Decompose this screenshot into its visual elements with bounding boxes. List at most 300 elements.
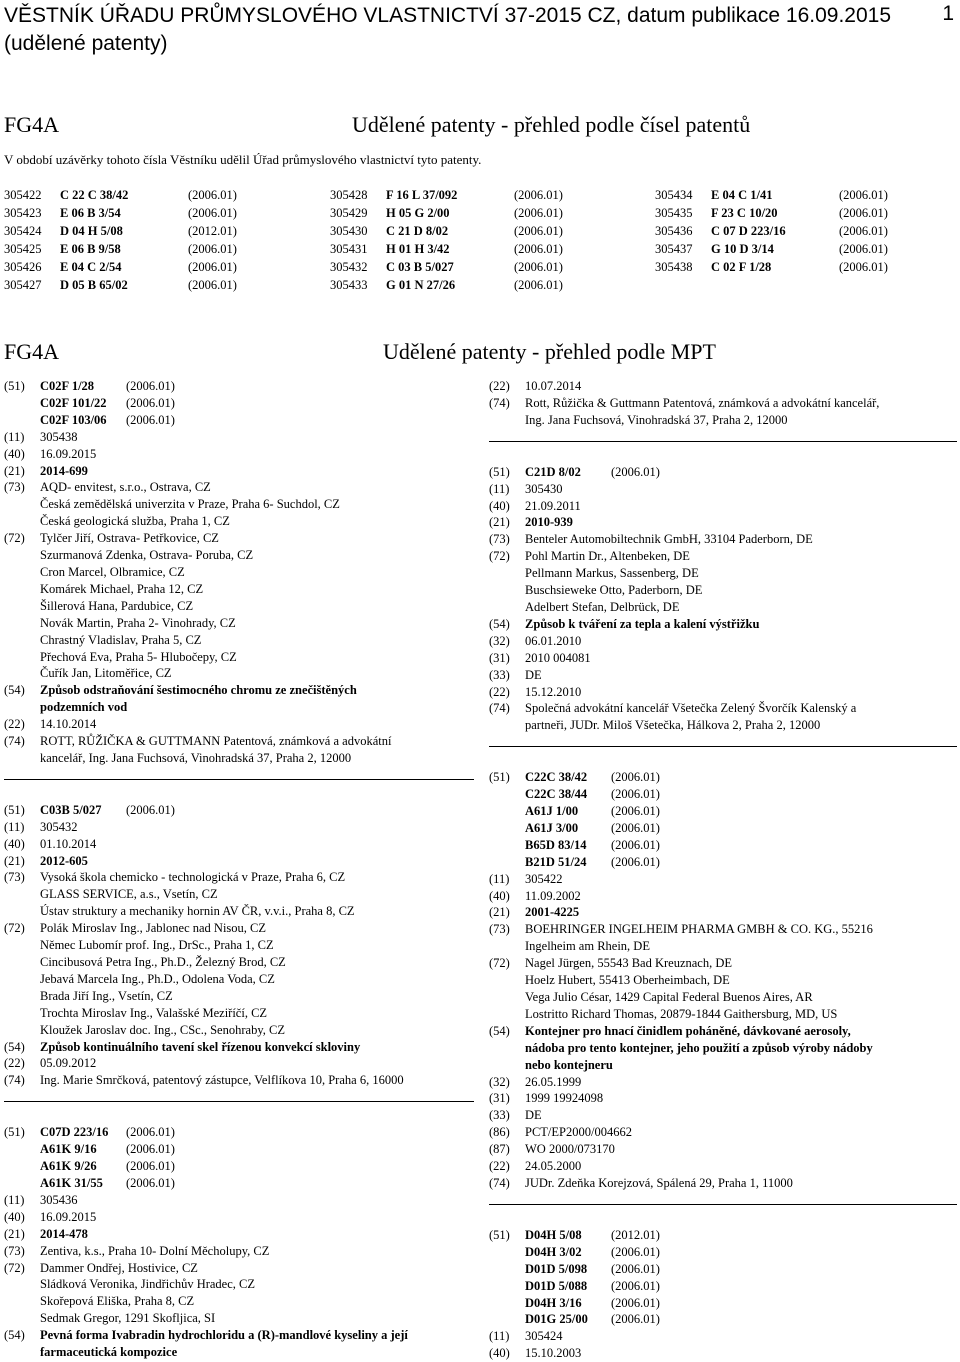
classification: D04H 3/16 <box>525 1295 582 1310</box>
field-code <box>489 1040 525 1057</box>
field-value <box>525 1244 957 1261</box>
entry-row <box>489 769 957 786</box>
field-value: Přechová Eva, Praha 5- Hlubočepy, CZ <box>40 649 237 664</box>
entry-row <box>489 1074 957 1091</box>
entry-row <box>4 1276 474 1293</box>
entry-row <box>4 581 474 598</box>
field-code: (51) <box>489 770 510 785</box>
patent-number: 305425 <box>4 242 42 256</box>
ipc-version: (2006.01) <box>188 242 237 256</box>
right-column <box>489 378 957 1362</box>
field-code <box>4 1022 40 1039</box>
entry-row <box>489 717 957 734</box>
field-code: (11) <box>4 429 25 444</box>
header-line-1: VĚSTNÍK ÚŘADU PRŮMYSLOVÉHO VLASTNICTVÍ 37-2015 CZ, datum publikace 16.09.2015 <box>4 4 892 27</box>
field-value <box>525 803 957 820</box>
field-code: (32) <box>489 1074 510 1089</box>
entry-row <box>489 650 957 667</box>
field-code <box>489 1006 525 1023</box>
field-value: Hoelz Hubert, 55413 Oberheimbach, DE <box>525 973 730 988</box>
field-value: Szurmanová Zdenka, Ostrava- Poruba, CZ <box>40 548 254 563</box>
field-code <box>4 1310 40 1327</box>
entry-row <box>489 684 957 701</box>
classification: A61K 9/26 <box>40 1159 97 1174</box>
field-value: JUDr. Zdeňka Korejzová, Spálená 29, Praha 1, 11000 <box>525 1175 793 1190</box>
section1-intro: V období uzávěrky tohoto čísla Věstníku udělil Úřad průmyslového vlastnictví tyto patenty. <box>4 152 482 167</box>
field-value: 15.10.2003 <box>525 1346 582 1361</box>
field-value: Ingelheim am Rhein, DE <box>525 939 650 954</box>
field-code: (74) <box>4 734 25 749</box>
entry-row <box>4 920 474 937</box>
field-code: (40) <box>4 446 25 461</box>
entry-row <box>4 1327 474 1344</box>
index-row <box>655 206 919 224</box>
ipc-class: D 05 B 65/02 <box>60 278 128 292</box>
field-value: Česká geologická služba, Praha 1, CZ <box>40 514 230 529</box>
entry-row <box>4 1192 474 1209</box>
field-code: (40) <box>489 498 510 513</box>
classification-version: (2006.01) <box>611 464 660 479</box>
classification-version: (2006.01) <box>611 1312 660 1327</box>
entry-row <box>4 496 474 513</box>
entry-row <box>489 481 957 498</box>
classification-version: (2006.01) <box>611 1278 660 1293</box>
entry-row <box>489 412 957 429</box>
field-code: (33) <box>489 1108 510 1123</box>
entry-row <box>4 886 474 903</box>
field-code <box>4 615 40 632</box>
field-code <box>4 1293 40 1310</box>
entry-row <box>489 820 957 837</box>
ipc-class: G 10 D 3/14 <box>711 242 774 256</box>
field-code: (22) <box>489 684 510 699</box>
entry-row <box>489 871 957 888</box>
field-code <box>4 395 40 412</box>
index-row <box>4 188 268 206</box>
field-code <box>4 665 40 682</box>
patent-number: 305434 <box>655 188 693 202</box>
ipc-version: (2006.01) <box>514 260 563 274</box>
entry-row <box>4 665 474 682</box>
ipc-version: (2006.01) <box>514 224 563 238</box>
entry-row <box>489 531 957 548</box>
field-value: Pohl Martin Dr., Altenbeken, DE <box>525 549 690 564</box>
entry-row <box>489 888 957 905</box>
patent-number: 305424 <box>4 224 42 238</box>
field-code <box>489 599 525 616</box>
entry-row <box>4 954 474 971</box>
field-code <box>489 1244 525 1261</box>
patent-number: 305428 <box>330 188 368 202</box>
entry-row <box>4 1243 474 1260</box>
index-row <box>655 260 919 278</box>
ipc-version: (2006.01) <box>839 188 888 202</box>
entry-row <box>489 1278 957 1295</box>
entry-row <box>489 1107 957 1124</box>
field-value <box>40 1158 474 1175</box>
field-code: (31) <box>489 1091 510 1106</box>
classification-version: (2006.01) <box>611 854 660 869</box>
field-code: (31) <box>489 650 510 665</box>
field-value: 2001-4225 <box>525 905 580 920</box>
entry-row <box>4 853 474 870</box>
field-code: (72) <box>4 921 25 936</box>
field-value: Ing. Marie Smrčková, patentový zástupce, Velflíkova 10, Praha 6, 16000 <box>40 1073 404 1088</box>
patent-number: 305427 <box>4 278 42 292</box>
field-value: Adelbert Stefan, Delbrück, DE <box>525 599 680 614</box>
ipc-class: G 01 N 27/26 <box>386 278 456 292</box>
entry-row <box>4 446 474 463</box>
field-code <box>489 1311 525 1328</box>
ipc-class: E 06 B 3/54 <box>60 206 121 220</box>
field-value: Novák Martin, Praha 2- Vinohrady, CZ <box>40 615 236 630</box>
entry-row <box>489 565 957 582</box>
entry-row <box>4 869 474 886</box>
patent-entry <box>489 769 957 1192</box>
field-code: (21) <box>4 463 25 478</box>
field-value: Nagel Jürgen, 55543 Bad Kreuznach, DE <box>525 956 733 971</box>
field-value: 2010-939 <box>525 515 573 530</box>
index-row <box>655 242 919 260</box>
field-value: AQD- envitest, s.r.o., Ostrava, CZ <box>40 480 211 495</box>
ipc-version: (2006.01) <box>188 188 237 202</box>
field-value <box>525 1261 957 1278</box>
patent-number: 305433 <box>330 278 368 292</box>
field-code: (51) <box>489 464 510 479</box>
field-value: GLASS SERVICE, a.s., Vsetín, CZ <box>40 887 218 902</box>
field-value: nebo kontejneru <box>525 1057 613 1072</box>
field-value: 01.10.2014 <box>40 836 97 851</box>
classification-version: (2012.01) <box>611 1227 660 1242</box>
entry-row <box>489 1057 957 1074</box>
field-value: Pellmann Markus, Sassenberg, DE <box>525 566 699 581</box>
field-code: (11) <box>489 481 510 496</box>
entry-row <box>4 1124 474 1141</box>
classification: A61K 31/55 <box>40 1175 103 1190</box>
index-column-2 <box>330 188 594 296</box>
entry-row <box>4 988 474 1005</box>
entry-row <box>489 1295 957 1312</box>
classification-version: (2006.01) <box>611 770 660 785</box>
index-row <box>330 260 594 278</box>
section1-code: FG4A <box>4 112 60 137</box>
section1-title: Udělené patenty - přehled podle čísel patentů <box>352 112 751 137</box>
field-code <box>489 565 525 582</box>
patent-entry <box>489 1227 957 1362</box>
classification-version: (2006.01) <box>611 820 660 835</box>
ipc-class: E 04 C 1/41 <box>711 188 773 202</box>
field-value: DE <box>525 1108 542 1123</box>
field-code: (21) <box>489 515 510 530</box>
field-value: Cron Marcel, Olbramice, CZ <box>40 564 185 579</box>
patent-number: 305438 <box>655 260 693 274</box>
index-row <box>655 188 919 206</box>
field-code <box>4 954 40 971</box>
entry-row <box>4 1005 474 1022</box>
entry-row <box>489 1040 957 1057</box>
field-code <box>4 412 40 429</box>
ipc-class: H 05 G 2/00 <box>386 206 450 220</box>
patent-number: 305436 <box>655 224 693 238</box>
ipc-version: (2006.01) <box>188 206 237 220</box>
entry-row <box>489 955 957 972</box>
entry-row <box>489 1261 957 1278</box>
ipc-version: (2006.01) <box>839 206 888 220</box>
entry-row <box>4 819 474 836</box>
field-value: Komárek Michael, Praha 12, CZ <box>40 581 204 596</box>
field-code <box>4 513 40 530</box>
section2-title: Udělené patenty - přehled podle MPT <box>383 339 716 364</box>
entry-row <box>489 854 957 871</box>
field-value: Vysoká škola chemicko - technologická v Praze, Praha 6, CZ <box>40 870 346 885</box>
entry-row <box>4 716 474 733</box>
classification: A61J 1/00 <box>525 804 579 819</box>
patent-number: 305429 <box>330 206 368 220</box>
entry-row <box>489 938 957 955</box>
field-value <box>525 837 957 854</box>
entry-row <box>489 803 957 820</box>
entry-row <box>4 682 474 699</box>
classification: C07D 223/16 <box>40 1125 109 1140</box>
entry-row <box>4 615 474 632</box>
field-code: (73) <box>4 480 25 495</box>
index-row <box>330 224 594 242</box>
field-value: 21.09.2011 <box>525 498 581 513</box>
index-row <box>330 206 594 224</box>
left-column <box>4 378 474 1361</box>
patent-number: 305432 <box>330 260 368 274</box>
ipc-version: (2006.01) <box>839 260 888 274</box>
entry-row <box>489 548 957 565</box>
field-value <box>40 1175 474 1192</box>
field-value: Kloužek Jaroslav doc. Ing., CSc., Senohraby, CZ <box>40 1022 285 1037</box>
classification-version: (2006.01) <box>611 787 660 802</box>
entry-row <box>489 1023 957 1040</box>
patent-entry <box>4 1124 474 1361</box>
field-code <box>489 803 525 820</box>
field-value: 26.05.1999 <box>525 1074 582 1089</box>
field-code <box>489 837 525 854</box>
entry-row <box>4 1209 474 1226</box>
field-code <box>4 1005 40 1022</box>
field-value: PCT/EP2000/004662 <box>525 1125 632 1140</box>
field-code <box>4 1344 40 1361</box>
field-value <box>40 1141 474 1158</box>
ipc-class: C 21 D 8/02 <box>386 224 449 238</box>
field-value <box>525 1295 957 1312</box>
bulletin-header <box>4 2 891 58</box>
field-value: BOEHRINGER INGELHEIM PHARMA GMBH & CO. KG., 55216 <box>525 922 873 937</box>
entry-row <box>4 378 474 395</box>
ipc-class: F 23 C 10/20 <box>711 206 778 220</box>
ipc-class: E 04 C 2/54 <box>60 260 122 274</box>
field-code <box>489 582 525 599</box>
entry-row <box>489 1090 957 1107</box>
field-value: 2014-699 <box>40 463 88 478</box>
field-value: Cincibusová Petra Ing., Ph.D., Železný Brod, CZ <box>40 955 286 969</box>
entry-row <box>4 513 474 530</box>
field-code: (22) <box>4 1056 25 1071</box>
field-value: 15.12.2010 <box>525 684 582 699</box>
entry-row <box>4 1310 474 1327</box>
field-value: Sedmak Gregor, 1291 Skofljica, SI <box>40 1311 216 1326</box>
field-code <box>489 717 525 734</box>
field-code: (22) <box>489 379 510 393</box>
classification: D04H 3/02 <box>525 1244 582 1259</box>
entry-row <box>489 378 957 395</box>
classification: D01D 5/088 <box>525 1278 588 1293</box>
field-value: Ing. Jana Fuchsová, Vinohradská 37, Praha 2, 12000 <box>525 412 788 427</box>
field-code: (40) <box>489 888 510 903</box>
classification-version: (2006.01) <box>126 802 175 817</box>
field-value: 16.09.2015 <box>40 446 97 461</box>
entry-row <box>4 1293 474 1310</box>
patent-number: 305435 <box>655 206 693 220</box>
patent-entry <box>489 378 957 429</box>
field-value: 305436 <box>40 1192 78 1207</box>
field-value: kancelář, Ing. Jana Fuchsová, Vinohradská 37, Praha 2, 12000 <box>40 750 352 765</box>
classification-version: (2006.01) <box>611 1295 660 1310</box>
field-code <box>489 820 525 837</box>
classification-version: (2006.01) <box>611 1244 660 1259</box>
classification: B65D 83/14 <box>525 837 587 852</box>
ipc-class: E 06 B 9/58 <box>60 242 121 256</box>
entry-row <box>4 750 474 767</box>
field-value: Způsob odstraňování šestimocného chromu ze znečištěných <box>40 683 357 698</box>
field-value: Rott, Růžička & Guttmann Patentová, známková a advokátní kancelář, <box>525 395 880 410</box>
entry-row <box>4 1072 474 1089</box>
patent-number: 305423 <box>4 206 42 220</box>
classification-version: (2006.01) <box>126 395 175 410</box>
entry-row <box>4 733 474 750</box>
field-code: (87) <box>489 1142 510 1157</box>
field-value: Zentiva, k.s., Praha 10- Dolní Měcholupy, CZ <box>40 1243 270 1258</box>
field-code <box>4 1141 40 1158</box>
field-value: 24.05.2000 <box>525 1159 582 1174</box>
field-code <box>489 938 525 955</box>
field-code: (11) <box>489 871 510 886</box>
field-code: (11) <box>489 1329 510 1344</box>
entry-row <box>4 1055 474 1072</box>
field-value: 16.09.2015 <box>40 1209 97 1224</box>
entry-row <box>489 972 957 989</box>
field-code: (40) <box>489 1346 510 1361</box>
field-value <box>525 786 957 803</box>
field-code <box>489 854 525 871</box>
entry-row <box>4 1141 474 1158</box>
ipc-version: (2006.01) <box>514 206 563 220</box>
field-code <box>4 598 40 615</box>
classification-version: (2006.01) <box>126 1142 175 1157</box>
field-code: (74) <box>489 701 510 716</box>
field-value: Kontejner pro hnací činidlem poháněné, dávkované aerosoly, <box>525 1023 851 1038</box>
field-code <box>4 649 40 666</box>
ipc-version: (2006.01) <box>188 260 237 274</box>
classification: C22C 38/44 <box>525 787 588 802</box>
field-code: (51) <box>489 1227 510 1242</box>
field-code <box>4 496 40 513</box>
field-code <box>4 886 40 903</box>
entry-row <box>489 904 957 921</box>
entry-row <box>4 699 474 716</box>
field-code <box>4 581 40 598</box>
field-code <box>489 1057 525 1074</box>
entry-row <box>4 649 474 666</box>
field-code <box>489 412 525 429</box>
field-code: (40) <box>4 836 25 851</box>
field-code <box>4 547 40 564</box>
field-code: (74) <box>489 1175 510 1190</box>
field-value: Česká zemědělská univerzita v Praze, Praha 6- Suchdol, CZ <box>40 497 340 512</box>
field-value <box>525 464 957 481</box>
entry-row <box>4 547 474 564</box>
classification: A61J 3/00 <box>525 820 579 835</box>
ipc-version: (2012.01) <box>188 224 237 238</box>
field-code: (21) <box>4 853 25 868</box>
field-code <box>4 971 40 988</box>
field-value: 2010 004081 <box>525 650 591 665</box>
ipc-class: F 16 L 37/092 <box>386 188 458 202</box>
entry-row <box>4 463 474 480</box>
field-code <box>489 989 525 1006</box>
entry-row <box>489 514 957 531</box>
entry-row <box>4 971 474 988</box>
field-code <box>4 903 40 920</box>
ipc-class: C 03 B 5/027 <box>386 260 454 274</box>
entry-row <box>4 802 474 819</box>
entry-row <box>4 1039 474 1056</box>
index-column-3 <box>655 188 919 278</box>
classification: C21D 8/02 <box>525 464 581 479</box>
index-row <box>330 242 594 260</box>
field-code: (21) <box>4 1226 25 1241</box>
entry-row <box>489 599 957 616</box>
entry-row <box>489 1158 957 1175</box>
entry-row <box>489 1328 957 1345</box>
section2-code: FG4A <box>4 339 60 364</box>
ipc-version: (2006.01) <box>514 242 563 256</box>
field-value: Čuřík Jan, Litoměřice, CZ <box>40 666 172 681</box>
entry-row <box>4 1022 474 1039</box>
field-value: Benteler Automobiltechnik GmbH, 33104 Paderborn, DE <box>525 532 813 547</box>
field-value: ROTT, RŮŽIČKA & GUTTMANN Patentová, známková a advokátní <box>40 734 392 749</box>
field-value: Sládková Veronika, Jindřichův Hradec, CZ <box>40 1277 255 1292</box>
field-code: (54) <box>4 1039 25 1054</box>
field-code <box>4 750 40 767</box>
field-code: (74) <box>489 395 510 410</box>
entry-row <box>4 479 474 496</box>
field-value: Lostritto Richard Thomas, 20879-1844 Gaithersburg, MD, US <box>525 1006 838 1021</box>
field-code <box>4 632 40 649</box>
field-code <box>489 786 525 803</box>
index-row <box>4 260 268 278</box>
entry-row <box>489 1244 957 1261</box>
field-value <box>40 395 474 412</box>
classification: D01G 25/00 <box>525 1312 588 1327</box>
ipc-class: C 07 D 223/16 <box>711 224 786 238</box>
field-value <box>525 769 957 786</box>
field-value: Trochta Miroslav Ing., Valašské Meziříčí, CZ <box>40 1005 268 1020</box>
field-value <box>40 378 474 395</box>
field-value <box>525 1227 957 1244</box>
field-value: Buschsieweke Otto, Paderborn, DE <box>525 583 703 598</box>
entry-row <box>489 1006 957 1023</box>
field-value: 305432 <box>40 819 78 834</box>
classification: A61K 9/16 <box>40 1142 97 1157</box>
field-value: 14.10.2014 <box>40 717 97 732</box>
ipc-version: (2006.01) <box>514 278 563 292</box>
index-row <box>330 278 594 296</box>
